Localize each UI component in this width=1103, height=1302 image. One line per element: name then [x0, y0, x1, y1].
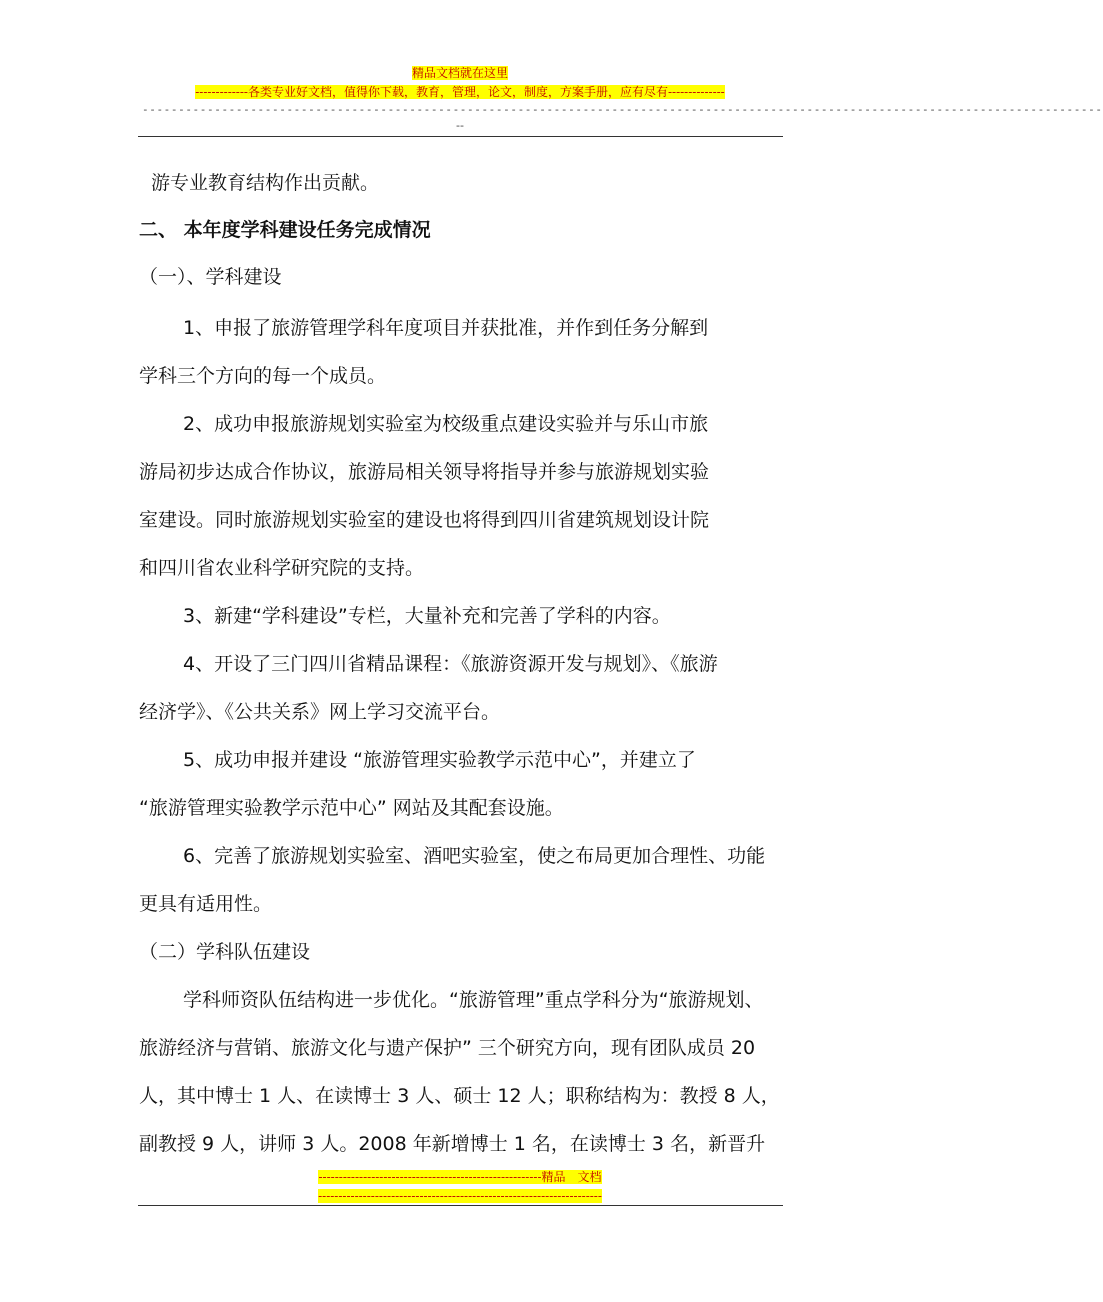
text-line: 人，其中博士 1 人、在读博士 3 人、硕士 12 人；职称结构为：教授 8 人，	[139, 1085, 780, 1107]
subsection-heading: （一）、学科建设	[139, 266, 282, 288]
subsection-heading: （二）学科队伍建设	[139, 941, 311, 963]
footer-rule	[138, 1205, 783, 1206]
text-line: 经济学》、《公共关系》网上学习交流平台。	[139, 701, 501, 723]
header-title: 精品文档就在这里	[411, 66, 508, 80]
footer-dash-line: ----------------------------------------------------------------------	[318, 1189, 602, 1203]
footer-line: -------------------------------------------------------精品 文档	[318, 1170, 602, 1184]
text-line: 副教授 9 人，讲师 3 人。2008 年新增博士 1 名，在读博士 3 名，新晋升	[139, 1133, 766, 1155]
text-line: 游局初步达成合作协议，旅游局相关领导将指导并参与旅游规划实验	[139, 461, 710, 483]
text-line: 3、新建“学科建设”专栏，大量补充和完善了学科的内容。	[183, 605, 671, 627]
header-rule	[138, 136, 783, 137]
text-line: 2、成功申报旅游规划实验室为校级重点建设实验并与乐山市旅	[183, 413, 709, 435]
text-line: “旅游管理实验教学示范中心” 网站及其配套设施。	[139, 797, 564, 819]
text-line: 学科师资队伍结构进一步优化。“旅游管理”重点学科分为“旅游规划、	[183, 989, 764, 1011]
text-line: 1、申报了旅游管理学科年度项目并获批准，并作到任务分解到	[183, 317, 709, 339]
text-line: 学科三个方向的每一个成员。	[139, 365, 387, 387]
header-dash-line: -------------------------------------------------------------------------------------------------------------------------------------	[142, 103, 1103, 116]
text-line: 游专业教育结构作出贡献。	[151, 172, 380, 194]
text-line: 4、开设了三门四川省精品课程：《旅游资源开发与规划》、《旅游	[183, 653, 718, 675]
section-heading: 二、 本年度学科建设任务完成情况	[139, 219, 431, 241]
text-line: 和四川省农业科学研究院的支持。	[139, 557, 425, 579]
text-line: 室建设。同时旅游规划实验室的建设也将得到四川省建筑规划设计院	[139, 509, 710, 531]
text-line: 5、成功申报并建设 “旅游管理实验教学示范中心”，并建立了	[183, 749, 696, 771]
header-dash-tail: --	[456, 119, 464, 132]
text-line: 旅游经济与营销、旅游文化与遗产保护” 三个研究方向，现有团队成员 20	[139, 1037, 756, 1059]
text-line: 更具有适用性。	[139, 893, 273, 915]
header-slogan: -------------各类专业好文档，值得你下载，教育，管理，论文，制度，方案手册，应有尽有--------------	[195, 85, 725, 99]
text-line: 6、完善了旅游规划实验室、酒吧实验室，使之布局更加合理性、功能	[183, 845, 766, 867]
